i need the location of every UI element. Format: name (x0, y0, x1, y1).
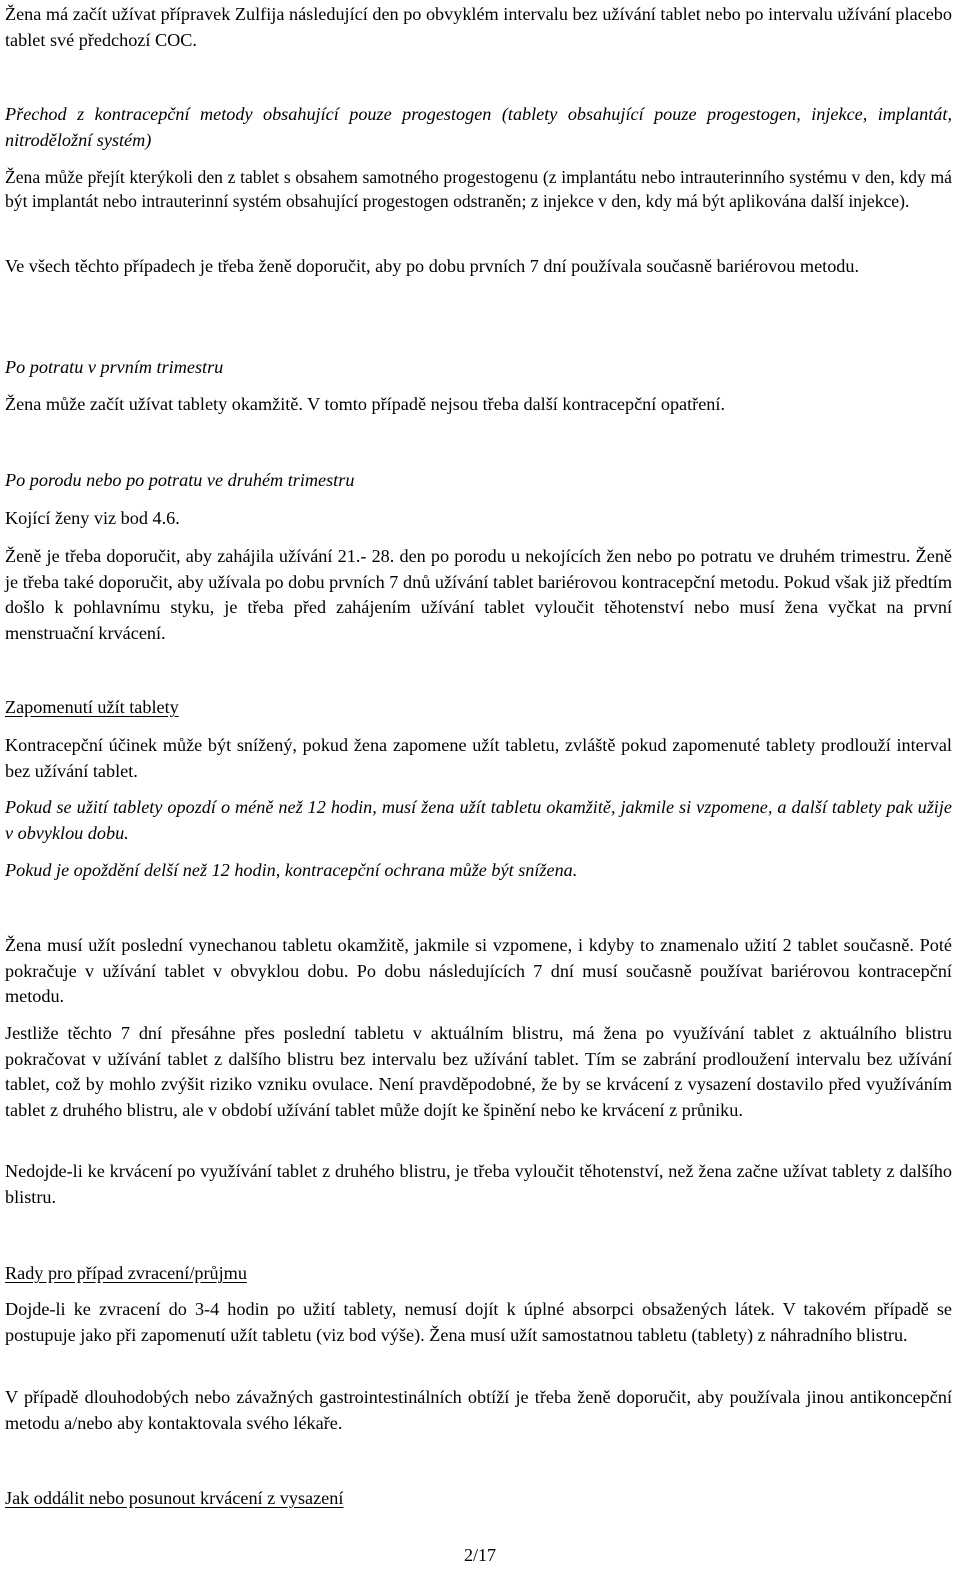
paragraph-missed-effect: Kontracepční účinek může být snížený, pokud žena zapomene užít tabletu, zvláště pokud zapomenuté tablety prodlouží interval bez užívání tablet. (5, 735, 952, 781)
paragraph-start-after-coc: Žena má začít užívat přípravek Zulfija následující den po obvyklém intervalu bez užívání tablet nebo po intervalu užívání placebo tablet své předchozí COC. (5, 4, 952, 50)
paragraph-missed-under-12: Pokud se užití tablety opozdí o méně než 12 hodin, musí žena užít tabletu okamžitě, jakmile si vzpomene, a další tablety pak užije v obvyklou dobu. (5, 797, 952, 843)
paragraph-take-last-missed: Žena musí užít poslední vynechanou tabletu okamžitě, jakmile si vzpomene, i kdyby to znamenalo užití 2 tablet současně. Poté pokračuje v užívání tablet v obvyklou dobu. Po dobu následujících 7 dní musí současně používat bariérovou kontracepční metodu. (5, 935, 952, 1006)
paragraph-vomiting: Dojde-li ke zvracení do 3-4 hodin po užití tablety, nemusí dojít k úplné absorpci obsažených látek. V takovém případě se postupuje jako při zapomenutí užít tabletu (viz bod výše). Žena musí užít samostatnou tabletu (tablety) z náhradního blistru. (5, 1299, 952, 1345)
paragraph-progestogen-switch: Žena může přejít kterýkoli den z tablet s obsahem samotného progestogenu (z implantátu nebo intrauterinního systému v den, kdy má být implantát nebo intrauterinní systém obsahující progestogen odstraněn; z injekce v den, kdy má být aplikována další injekce). (5, 167, 952, 211)
paragraph-next-blister: Jestliže těchto 7 dní přesáhne přes poslední tabletu v aktuálním blistru, má žena po využívání tablet z aktuálního blistru pokračovat v užívání tablet z dalšího blistru bez intervalu bez užívání tablet. Tím se zabrání prodloužení intervalu bez užívání tablet, což by mohlo zvýšit riziko vzniku ovulace. Není pravděpodobné, že by se krvácení z vysazení dostavilo před využíváním tablet z druhého blistru, ale v období užívání tablet může dojít ke špinění nebo ke krvácení z průniku. (5, 1023, 952, 1120)
paragraph-missed-over-12: Pokud je opoždění delší než 12 hodin, kontracepční ochrana může být snížena. (5, 860, 578, 880)
heading-progestogen-switch: Přechod z kontracepční metody obsahující pouze progestogen (tablety obsahující pouze progestogen, injekce, implantát, nitroděložní systém) (5, 104, 952, 150)
heading-missed-tablet: Zapomenutí užít tablety (5, 697, 179, 717)
paragraph-first-trimester: Žena může začít užívat tablety okamžitě. V tomto případě nejsou třeba další kontracepční opatření. (5, 394, 725, 414)
heading-delay-bleeding: Jak oddálit nebo posunout krvácení z vysazení (5, 1488, 344, 1508)
heading-postpartum: Po porodu nebo po potratu ve druhém trimestru (5, 470, 355, 490)
heading-first-trimester: Po potratu v prvním trimestru (5, 357, 224, 377)
paragraph-gi-disorders: V případě dlouhodobých nebo závažných gastrointestinálních obtíží je třeba ženě doporučit, aby používala jinou antikoncepční metodu a/nebo aby kontaktovala svého lékaře. (5, 1387, 952, 1433)
paragraph-breastfeeding: Kojící ženy viz bod 4.6. (5, 508, 180, 528)
paragraph-no-bleeding: Nedojde-li ke krvácení po využívání tablet z druhého blistru, je třeba vyloučit těhotenství, než žena začne užívat tablety z dalšího blistru. (5, 1161, 952, 1207)
page-number: 2/17 (463, 1545, 496, 1565)
heading-vomiting: Rady pro případ zvracení/průjmu (5, 1263, 247, 1283)
paragraph-barrier-7-days: Ve všech těchto případech je třeba ženě doporučit, aby po dobu prvních 7 dní používala současně bariérovou metodu. (5, 256, 860, 276)
paragraph-postpartum: Ženě je třeba doporučit, aby zahájila užívání 21.- 28. den po porodu u nekojících žen nebo po potratu ve druhém trimestru. Ženě je třeba také doporučit, aby užívala po dobu prvních 7 dnů užívání tablet bariérovou kontracepční metodu. Pokud však již předtím došlo k pohlavnímu styku, je třeba před zahájením užívání tablet vyloučit těhotenství nebo musí žena vyčkat na první menstruační krvácení. (5, 546, 952, 643)
